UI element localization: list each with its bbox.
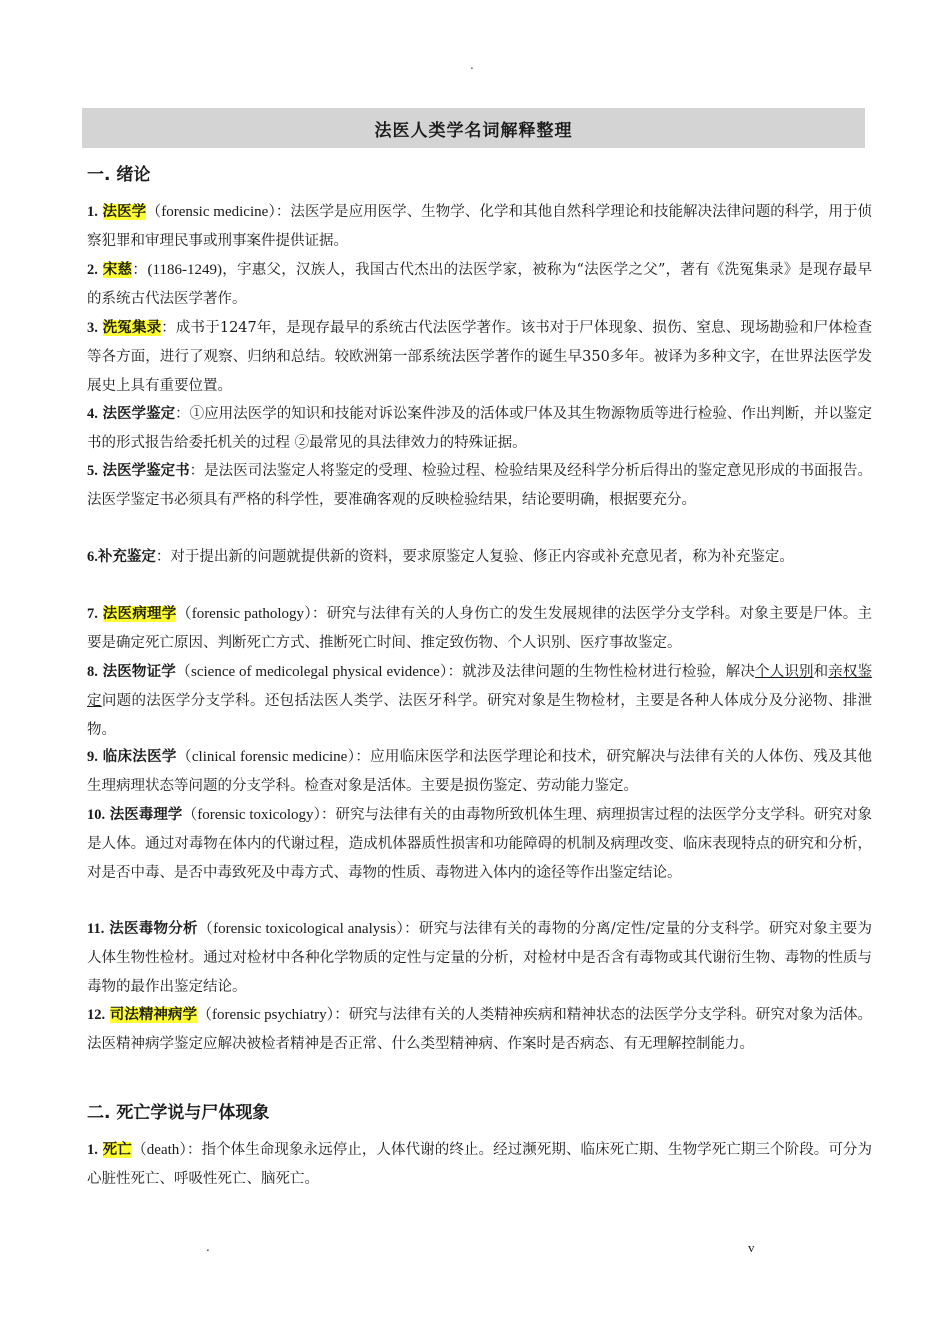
entry-number: 3.	[87, 320, 98, 336]
entry-text: ：研究与法律有关的由毒物所致机体生理、病理损害过程的法医学分支学科。研究对象是人体。通过对毒物在体内的代谢过程，造成机体器质性损害和功能障碍的机制及病理改变、临床表现特点的研究和分析，对是否中毒、是否中毒致死及中毒方式、毒物的性质、毒物进入体内的途径等作出鉴定结论。	[87, 807, 873, 881]
entry-forensic-psychiatry	[87, 1001, 872, 1059]
footer-dot: .	[206, 1240, 210, 1254]
entry-clinical-forensic-medicine	[87, 743, 872, 801]
entry-term: 法医病理学	[102, 606, 177, 622]
entry-xiyuan-jilu	[87, 314, 872, 401]
entry-appraisal-report	[87, 457, 872, 515]
entry-text: ：对于提出新的问题就提供新的资料，要求原鉴定人复验、修正内容或补充意见者，称为补充鉴定。	[155, 549, 794, 565]
entry-english: （forensic toxicology）	[182, 807, 321, 823]
entry-term: 死亡	[102, 1142, 132, 1158]
entry-text: ：研究与法律有关的人类精神疾病和精神状态的法医学分支学科。研究对象为活体。法医精神病学鉴定应解决被检者精神是否正常、什么类型精神病、作案时是否病态、有无理解控制能力。	[87, 1007, 873, 1052]
header-dot: .	[470, 58, 474, 72]
entry-number: 2.	[87, 262, 98, 278]
entry-term: 法医毒理学	[109, 807, 183, 823]
entry-number: 12.	[87, 1007, 106, 1023]
entry-number: 6.	[87, 549, 98, 565]
entry-number: 1.	[87, 1142, 98, 1158]
entry-number: 7.	[87, 606, 98, 622]
entry-term: 法医学	[102, 204, 147, 220]
entry-forensic-medicine	[87, 198, 872, 256]
entry-text: ：成书于1247年，是现存最早的系统古代法医学著作。该书对于尸体现象、损伤、窒息、现场勘验和尸体检查等各方面，进行了观察、归纳和总结。较欧洲第一部系统法医学著作的诞生早350多年。被译为多种文字，在世界法医学发展史上具有重要位置。	[87, 320, 873, 394]
entry-english: （death）	[131, 1142, 187, 1158]
entry-term: 宋慈	[102, 262, 133, 278]
entry-english: ：(1186-1249)	[132, 262, 222, 278]
entry-number: 8.	[87, 664, 98, 680]
section-heading-death: 二. 死亡学说与尸体现象	[87, 1103, 270, 1123]
entry-number: 4.	[87, 406, 98, 422]
entry-text: ：应用临床医学和法医学理论和技术，研究解决与法律有关的人体伤、残及其他生理病理状态等问题的分支学科。检查对象是活体。主要是损伤鉴定、劳动能力鉴定。	[87, 749, 873, 794]
entry-term: 法医物证学	[102, 664, 176, 680]
entry-text: ：研究与法律有关的人身伤亡的发生发展规律的法医学分支学科。对象主要是尸体。主要是确定死亡原因、判断死亡方式、推断死亡时间、推定致伤物、个人识别、医疗事故鉴定。	[87, 606, 872, 651]
entry-number: 5.	[87, 463, 98, 479]
entry-text: 问题的法医学分支学科。还包括法医人类学、法医牙科学。研究对象是生物检材，主要是各种人体成分及分泌物、排泄物。	[87, 693, 873, 738]
entry-text: 和	[813, 664, 829, 680]
entry-toxicological-analysis	[87, 915, 872, 1002]
entry-term: 洗冤集录	[102, 320, 162, 336]
entry-supplementary-appraisal	[87, 543, 872, 572]
entry-term: 法医学鉴定书	[102, 463, 190, 479]
entry-forensic-toxicology	[87, 801, 872, 888]
entry-term: 法医毒物分析	[109, 921, 198, 937]
entry-number: 10.	[87, 807, 106, 823]
entry-english: （clinical forensic medicine）	[176, 749, 356, 765]
entry-term: 临床法医学	[102, 749, 177, 765]
entry-number: 11.	[87, 921, 105, 937]
entry-english: （forensic psychiatry）	[197, 1007, 335, 1023]
entry-term: 补充鉴定	[97, 549, 156, 565]
entry-text: ：研究与法律有关的毒物的分离/定性/定量的分支科学。研究对象主要为人体生物性检材。通过对检材中各种化学物质的定性与定量的分析，对检材中是否含有毒物或其代谢衍生物、毒物的性质与毒物的最作出鉴定结论。	[87, 921, 873, 995]
entry-song-ci	[87, 256, 872, 314]
entry-number: 1.	[87, 204, 98, 220]
entry-term: 司法精神病学	[109, 1007, 198, 1023]
underlined-term-paternity: 亲权鉴定	[87, 664, 873, 709]
entry-text: ：法医学是应用医学、生物学、化学和其他自然科学理论和技能解决法律问题的科学，用于侦察犯罪和审理民事或刑事案件提供证据。	[87, 204, 872, 249]
entry-english: （forensic medicine）	[146, 204, 276, 220]
entry-english: （forensic pathology）	[176, 606, 312, 622]
entry-text: ：是法医司法鉴定人将鉴定的受理、检验过程、检验结果及经科学分析后得出的鉴定意见形成的书面报告。法医学鉴定书必须具有严格的科学性，要准确客观的反映检验结果，结论要明确，根据要充分。	[87, 463, 873, 508]
entry-english: （science of medicolegal physical evidence）	[175, 664, 448, 680]
entry-text: ：指个体生命现象永远停止，人体代谢的终止。经过濒死期、临床死亡期、生物学死亡期三个阶段。可分为心脏性死亡、呼吸性死亡、脑死亡。	[87, 1142, 872, 1187]
entry-english: （forensic toxicological analysis）	[197, 921, 405, 937]
entry-forensic-appraisal	[87, 400, 872, 458]
footer-page-mark: v	[748, 1240, 755, 1255]
section-heading-introduction: 一. 绪论	[87, 165, 151, 185]
entry-text: ：①应用法医学的知识和技能对诉讼案件涉及的活体或尸体及其生物源物质等进行检验、作出判断，并以鉴定书的形式报告给委托机关的过程 ②最常见的具法律效力的特殊证据。	[87, 406, 873, 451]
entry-death	[87, 1136, 872, 1194]
entry-physical-evidence	[87, 658, 872, 745]
entry-term: 法医学鉴定	[102, 406, 176, 422]
entry-number: 9.	[87, 749, 98, 765]
entry-forensic-pathology	[87, 600, 872, 658]
entry-text: ：就涉及法律问题的生物性检材进行检验，解决	[447, 664, 756, 680]
page-title: 法医人类学名词解释整理	[82, 108, 865, 148]
underlined-term-identification: 个人识别	[755, 664, 814, 680]
entry-text: ，宇惠父，汉族人，我国古代杰出的法医学家，被称为“法医学之父”，著有《洗冤集录》是现存最早的系统古代法医学著作。	[87, 262, 873, 307]
